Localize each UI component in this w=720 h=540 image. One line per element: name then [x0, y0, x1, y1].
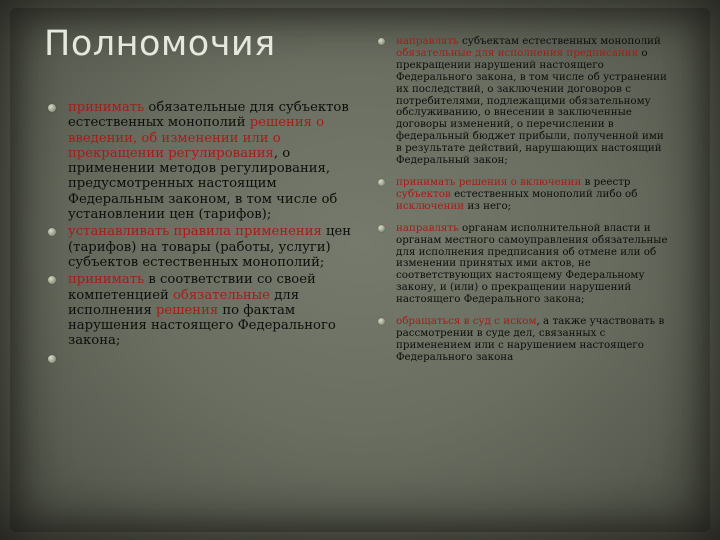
item-text: , а также участвовать в рассмотрении в суде дел, связанных с применением или с нарушением настоящего Федерального закона: [396, 315, 665, 363]
right-list: [378, 36, 668, 374]
item-text: органам исполнительной власти и органам местного самоуправления обязательные для исполнения предписания об отмене или об изменении принятых ими актов, не соответствующих настоящему Федеральному закону, и (или) о прекращении нарушений настоящего Федерального закона;: [396, 221, 668, 306]
item-text: для исполнения: [68, 287, 300, 318]
item-text: , о применении методов регулирования, предусмотренных настоящим Федеральным законом, в том числе об установлении цен (тарифов);: [68, 145, 338, 223]
highlighted-text: субъектов: [396, 187, 451, 200]
highlighted-text: решения: [155, 302, 219, 318]
list-item: [48, 100, 358, 222]
list-item: [48, 351, 358, 366]
item-text: из него;: [464, 199, 512, 212]
highlighted-text: обязательные для исполнения предписания: [396, 46, 639, 59]
item-text: цен (тарифов) на товары (работы, услуги) субъектов естественных монополий;: [68, 224, 352, 270]
highlighted-text: решения о введении, об изменении или о прекращении регулирования: [68, 115, 325, 161]
bullet-icon: [48, 228, 56, 236]
item-text: обязательные для субъектов естественных монополий: [68, 100, 349, 131]
list-item: [378, 36, 668, 167]
highlighted-text: принимать решения о включении: [396, 175, 582, 188]
list-item: [48, 224, 358, 270]
bullet-icon: [378, 38, 385, 45]
item-text: в реестр: [581, 175, 631, 188]
left-list: [48, 100, 358, 368]
list-item: [378, 177, 668, 213]
highlighted-text: направлять: [396, 35, 459, 47]
highlighted-text: устанавливать правила применения: [68, 224, 322, 240]
item-text: о прекращении нарушений настоящего Федерального закона, в том числе об устранении их последствий, о заключении договоров с потребителями, подлежащими обязательному обслуживанию, о внесении в заключенные договоры изменений, о перечислении в федеральный бюджет прибыли, полученной ими в результате действий, нарушающих настоящий Федеральный закон;: [396, 46, 667, 167]
highlighted-text: обращаться в суд с иском: [396, 315, 537, 328]
list-item: [48, 272, 358, 348]
bullet-icon: [378, 225, 385, 232]
highlighted-text: принимать: [68, 100, 145, 115]
bullet-icon: [378, 179, 385, 186]
highlighted-text: обязательные: [172, 287, 270, 303]
bullet-icon: [378, 318, 385, 325]
highlighted-text: исключении: [396, 199, 465, 212]
bullet-icon: [48, 104, 56, 112]
item-text: в соответствии со своей компетенцией: [68, 272, 316, 303]
bullet-icon: [48, 355, 56, 363]
list-item: [378, 223, 668, 306]
item-text: естественных монополий либо об: [450, 187, 638, 200]
item-text: по фактам нарушения настоящего Федерального закона;: [68, 302, 336, 349]
highlighted-text: направлять: [396, 221, 459, 234]
bullet-icon: [48, 276, 56, 284]
slide-title: Полномочия: [44, 24, 276, 64]
highlighted-text: принимать: [68, 272, 145, 288]
item-text: субъектам естественных монополий: [458, 35, 661, 47]
list-item: [378, 316, 668, 364]
